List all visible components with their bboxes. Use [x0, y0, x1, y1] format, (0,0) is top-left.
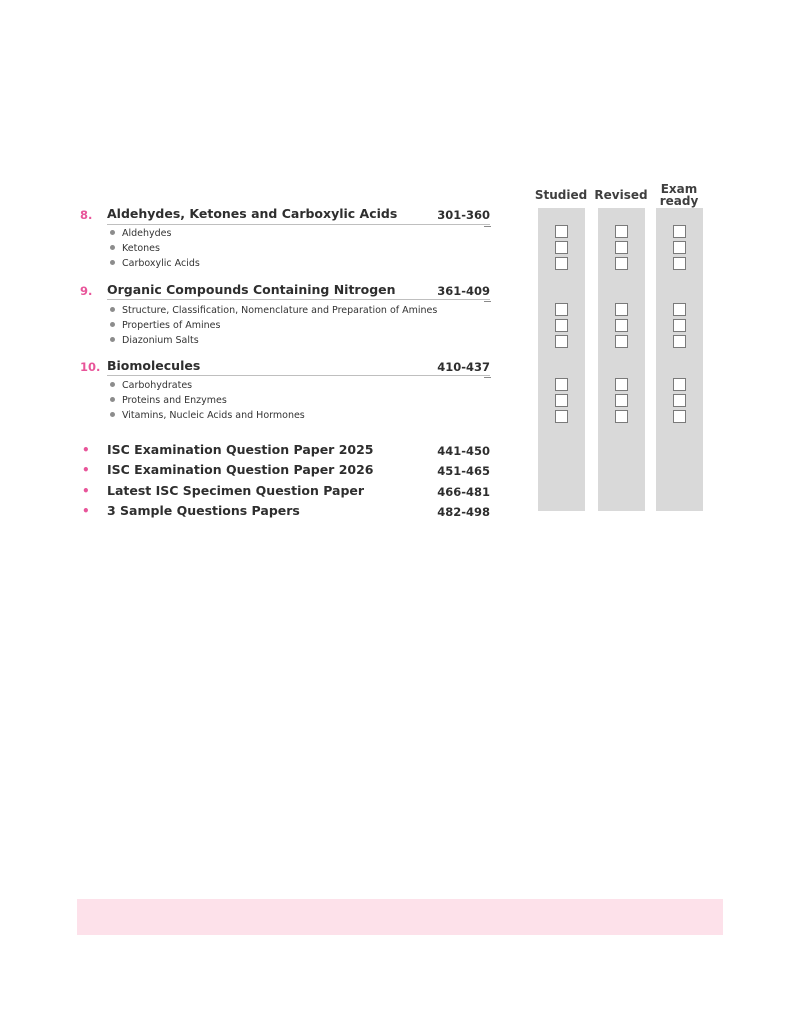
topic-item — [110, 228, 171, 240]
topic-label: Diazonium Salts — [122, 335, 199, 346]
topic-item — [110, 243, 160, 255]
paper-pages: 466-481 — [437, 485, 490, 499]
chapter-pages: 361-409 — [437, 284, 490, 298]
chapter-divider-tick — [484, 377, 491, 378]
checkbox-exam-ready-carbohydrates[interactable] — [673, 378, 686, 391]
topic-item — [110, 395, 227, 407]
checkbox-studied-vitamins[interactable] — [555, 410, 568, 423]
bullet-icon — [110, 245, 115, 250]
chapter-divider-tick — [484, 226, 491, 227]
paper-bullet-icon: • — [82, 484, 90, 498]
topic-label: Properties of Amines — [122, 320, 221, 331]
checkbox-exam-ready-aldehydes[interactable] — [673, 225, 686, 238]
checkbox-studied-diazonium-salts[interactable] — [555, 335, 568, 348]
checkbox-exam-ready-amines-properties[interactable] — [673, 319, 686, 332]
checkbox-revised-ketones[interactable] — [615, 241, 628, 254]
paper-pages: 451-465 — [437, 464, 490, 478]
topic-item — [110, 410, 305, 422]
chapter-title[interactable]: Aldehydes, Ketones and Carboxylic Acids — [107, 206, 398, 221]
chapter-number: 10. — [80, 360, 101, 374]
checkbox-exam-ready-carboxylic-acids[interactable] — [673, 257, 686, 270]
paper-pages: 482-498 — [437, 505, 490, 519]
bullet-icon — [110, 337, 115, 342]
chapter-title[interactable]: Organic Compounds Containing Nitrogen — [107, 282, 396, 297]
chapter-number: 9. — [80, 284, 93, 298]
topic-label: Structure, Classification, Nomenclature and Preparation of Amines — [122, 305, 438, 316]
checkbox-exam-ready-diazonium-salts[interactable] — [673, 335, 686, 348]
checkbox-studied-amines-structure[interactable] — [555, 303, 568, 316]
column-header-exam-ready — [642, 183, 716, 207]
checkbox-revised-aldehydes[interactable] — [615, 225, 628, 238]
topic-item — [110, 305, 437, 317]
checkbox-studied-aldehydes[interactable] — [555, 225, 568, 238]
chapter-pages: 301-360 — [437, 208, 490, 222]
topic-label: Ketones — [122, 243, 160, 254]
paper-pages: 441-450 — [437, 444, 490, 458]
checkbox-exam-ready-proteins[interactable] — [673, 394, 686, 407]
paper-title[interactable]: Latest ISC Specimen Question Paper — [107, 483, 365, 498]
checkbox-studied-proteins[interactable] — [555, 394, 568, 407]
chapter-pages: 410-437 — [437, 360, 490, 374]
footer-band — [77, 899, 723, 935]
checkbox-studied-carboxylic-acids[interactable] — [555, 257, 568, 270]
bullet-icon — [110, 230, 115, 235]
checkbox-revised-vitamins[interactable] — [615, 410, 628, 423]
column-header-exam-line1: Exam — [660, 182, 698, 196]
checkbox-revised-amines-structure[interactable] — [615, 303, 628, 316]
topic-item — [110, 258, 200, 270]
bullet-icon — [110, 307, 115, 312]
bullet-icon — [110, 382, 115, 387]
topic-item — [110, 320, 220, 332]
checkbox-studied-carbohydrates[interactable] — [555, 378, 568, 391]
checkbox-exam-ready-ketones[interactable] — [673, 241, 686, 254]
chapter-divider — [107, 299, 490, 300]
checkbox-exam-ready-vitamins[interactable] — [673, 410, 686, 423]
topic-label: Carboxylic Acids — [122, 258, 200, 269]
checkbox-revised-amines-properties[interactable] — [615, 319, 628, 332]
bullet-icon — [110, 260, 115, 265]
bullet-icon — [110, 397, 115, 402]
paper-title[interactable]: ISC Examination Question Paper 2026 — [107, 462, 374, 477]
topic-label: Aldehydes — [122, 228, 172, 239]
checkbox-revised-proteins[interactable] — [615, 394, 628, 407]
bullet-icon — [110, 412, 115, 417]
topic-item — [110, 380, 192, 392]
chapter-divider — [107, 375, 490, 376]
chapter-divider — [107, 224, 490, 225]
paper-title[interactable]: 3 Sample Questions Papers — [107, 503, 300, 518]
bullet-icon — [110, 322, 115, 327]
chapter-number: 8. — [80, 208, 93, 222]
column-header-studied: Studied — [534, 188, 588, 202]
topic-item — [110, 335, 199, 347]
topic-label: Carbohydrates — [122, 380, 193, 391]
checkbox-studied-amines-properties[interactable] — [555, 319, 568, 332]
checkbox-exam-ready-amines-structure[interactable] — [673, 303, 686, 316]
checkbox-revised-carboxylic-acids[interactable] — [615, 257, 628, 270]
checkbox-revised-carbohydrates[interactable] — [615, 378, 628, 391]
checkbox-revised-diazonium-salts[interactable] — [615, 335, 628, 348]
column-header-revised: Revised — [594, 188, 648, 202]
paper-bullet-icon: • — [82, 504, 90, 518]
chapter-title[interactable]: Biomolecules — [107, 358, 201, 373]
topic-label: Proteins and Enzymes — [122, 395, 227, 406]
topic-label: Vitamins, Nucleic Acids and Hormones — [122, 410, 305, 421]
paper-bullet-icon: • — [82, 443, 90, 457]
paper-bullet-icon: • — [82, 463, 90, 477]
paper-title[interactable]: ISC Examination Question Paper 2025 — [107, 442, 374, 457]
chapter-divider-tick — [484, 301, 491, 302]
column-header-exam-line2: ready — [659, 194, 699, 208]
checkbox-studied-ketones[interactable] — [555, 241, 568, 254]
